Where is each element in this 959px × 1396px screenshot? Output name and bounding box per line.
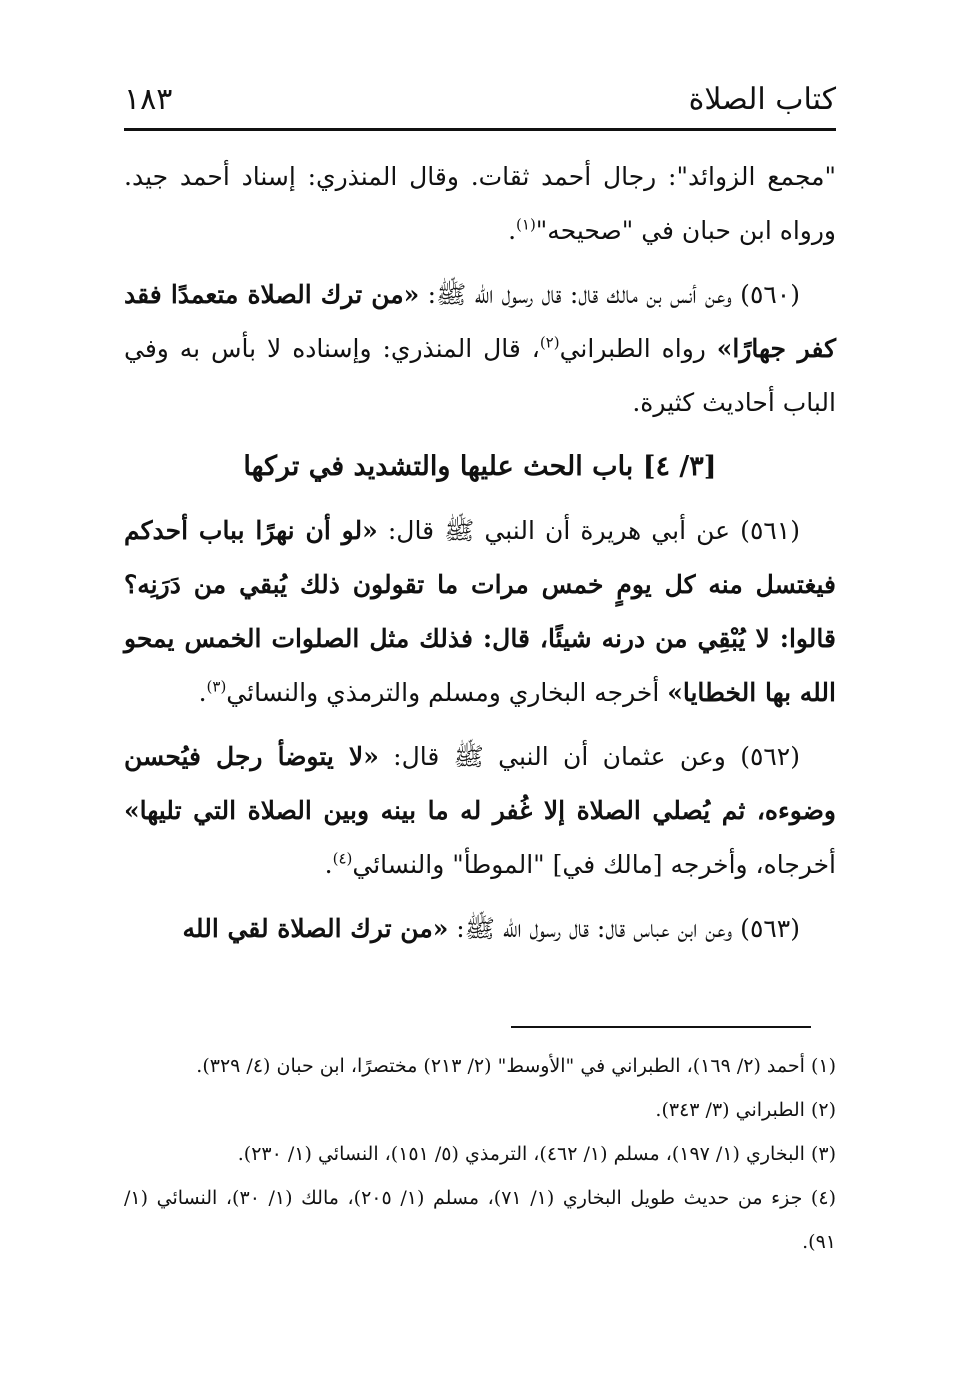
body-text	[124, 150, 836, 966]
hadith-562	[124, 730, 836, 892]
hadith-number: (٥٦٣)	[740, 914, 800, 943]
footnotes	[124, 1044, 836, 1264]
paragraph-end: .	[508, 216, 517, 245]
paragraph-text: "مجمع الزوائد": رجال أحمد ثقات. وقال المنذري: إسناد أحمد جيد. ورواه ابن حبان في "صحيحه"	[124, 162, 836, 245]
hadith-intro: وعن أنس بن مالك قال: قال رسول الله ﷺ:	[419, 280, 741, 309]
hadith-source: رواه الطبراني	[559, 334, 717, 363]
hadith-quote: «من ترك الصلاة لقي الله	[182, 914, 449, 943]
hadith-quote: «لو أن نهرًا بباب أحدكم فيغتسل منه كل يومٍ خمس مرات ما تقولون ذلك يُبقي من دَرَنِه؟ قالوا: لا يُبْقِي من درنه شيئًا، قال: فذلك مثل الصلوات الخمس يمحو الله بها الخطايا»	[124, 516, 836, 707]
paragraph-continuation	[124, 150, 836, 258]
footnote-3: (٣) البخاري (١/ ١٩٧)، مسلم (١/ ٤٦٢)، الترمذي (٥/ ١٥١)، النسائي (١/ ٢٣٠).	[237, 1143, 836, 1165]
paragraph-end: .	[198, 678, 207, 707]
footnote-2: (٢) الطبراني (٣/ ٣٤٣).	[655, 1099, 836, 1121]
footnote-ref: (٢)	[539, 333, 560, 352]
hadith-source: أخرجاه، وأخرجه [مالك في] "الموطأ" والنسائي	[352, 850, 836, 879]
footnote-ref: (٤)	[332, 849, 353, 868]
hadith-intro: عن أبي هريرة أن النبي ﷺ قال:	[377, 516, 741, 545]
hadith-560	[124, 268, 836, 430]
hadith-561	[124, 504, 836, 720]
footnote-1: (١) أحمد (٢/ ١٦٩)، الطبراني في "الأوسط" (٢/ ٢١٣) مختصرًا، ابن حبان (٤/ ٣٢٩).	[196, 1055, 836, 1077]
running-header	[124, 82, 836, 128]
hadith-563	[124, 902, 836, 956]
footnote-ref: (١)	[516, 215, 536, 234]
footnote-rule	[511, 1026, 811, 1028]
hadith-intro: وعن عثمان أن النبي ﷺ قال:	[378, 742, 741, 771]
hadith-commentary: ، قال المنذري: وإسناده لا بأس به وفي الباب أحاديث كثيرة.	[124, 334, 836, 417]
running-title: كتاب الصلاة	[688, 82, 836, 117]
hadith-number: (٥٦١)	[740, 516, 800, 545]
hadith-quote: «من ترك الصلاة متعمدًا فقد كفر جهارًا»	[124, 280, 836, 363]
hadith-intro: وعن ابن عباس قال: قال رسول الله ﷺ:	[448, 914, 741, 943]
footnote-ref: (٣)	[206, 677, 227, 696]
hadith-number: (٥٦٢)	[740, 742, 801, 771]
paragraph-end: .	[324, 850, 333, 879]
page-number: ١٨٣	[124, 82, 173, 117]
hadith-source: أخرجه البخاري ومسلم والترمذي والنسائي	[226, 678, 668, 707]
footnote-4: (٤) جزء من حديث طويل البخاري (١/ ٧١)، مسلم (١/ ٢٠٥)، مالك (١/ ٣٠)، النسائي (١/ ٩١).	[124, 1187, 836, 1253]
header-rule	[124, 128, 836, 131]
hadith-number: (٥٦٠)	[740, 280, 800, 309]
chapter-heading: [٣/ ٤] باب الحث عليها والتشديد في تركها	[243, 451, 717, 482]
hadith-quote: «لا يتوضأ رجل فيُحسن وضوءه، ثم يُصلي الصلاة إلا غُفر له ما بينه وبين الصلاة التي تليها»	[124, 742, 836, 825]
